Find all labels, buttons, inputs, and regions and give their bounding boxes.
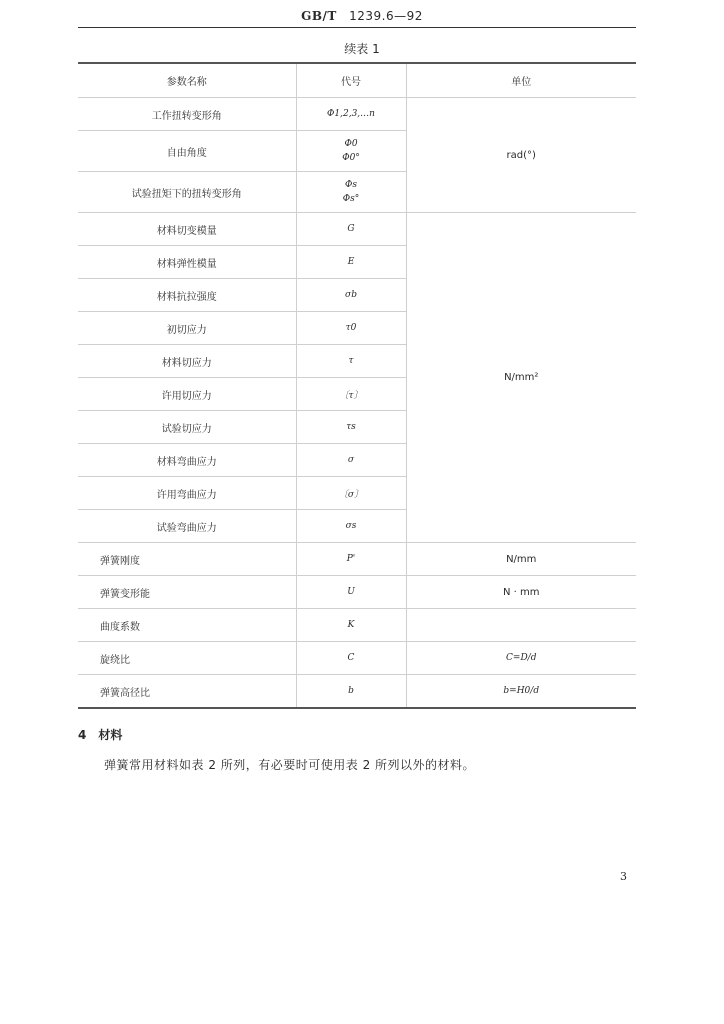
param-symbol: P' bbox=[296, 543, 406, 576]
param-unit: b=H0/d bbox=[406, 675, 636, 709]
param-symbol: τs bbox=[296, 411, 406, 444]
table-row bbox=[78, 576, 636, 609]
param-name: 自由角度 bbox=[78, 131, 296, 172]
section-number: 4 bbox=[78, 728, 87, 742]
param-name: 许用切应力 bbox=[78, 378, 296, 411]
param-name: 曲度系数 bbox=[78, 609, 296, 642]
param-unit-stress: N/mm² bbox=[406, 213, 636, 543]
section-heading bbox=[78, 726, 122, 743]
param-symbol: σb bbox=[296, 279, 406, 312]
table-row bbox=[78, 98, 636, 131]
body-paragraph: 弹簧常用材料如表 2 所列，有必要时可使用表 2 所列以外的材料。 bbox=[104, 758, 476, 772]
param-name: 材料弹性模量 bbox=[78, 246, 296, 279]
param-name: 材料切变模量 bbox=[78, 213, 296, 246]
section-title: 材料 bbox=[98, 728, 123, 742]
param-name: 材料抗拉强度 bbox=[78, 279, 296, 312]
param-symbol: σ bbox=[296, 444, 406, 477]
param-name: 试验切应力 bbox=[78, 411, 296, 444]
param-name: 初切应力 bbox=[78, 312, 296, 345]
param-symbol: K bbox=[296, 609, 406, 642]
param-name: 材料弯曲应力 bbox=[78, 444, 296, 477]
table-row bbox=[78, 642, 636, 675]
table-caption: 续表 1 bbox=[344, 42, 380, 56]
param-name: 旋绕比 bbox=[78, 642, 296, 675]
param-symbol-line: Φs° bbox=[342, 194, 360, 204]
standard-number: 1239.6—92 bbox=[349, 9, 423, 23]
header-rule bbox=[78, 27, 636, 28]
param-symbol-line: Φ0 bbox=[344, 139, 358, 149]
table-row bbox=[78, 675, 636, 709]
param-unit-angle: rad(°) bbox=[406, 98, 636, 213]
param-symbol: τ bbox=[296, 345, 406, 378]
param-symbol: b bbox=[296, 675, 406, 709]
param-unit: C=D/d bbox=[406, 642, 636, 675]
table-header-row bbox=[78, 63, 636, 98]
param-name: 试验扭矩下的扭转变形角 bbox=[78, 172, 296, 213]
param-unit bbox=[406, 609, 636, 642]
parameter-table bbox=[78, 62, 636, 709]
param-symbol-line: Φs bbox=[345, 180, 357, 190]
document-header bbox=[0, 9, 724, 23]
page-number: 3 bbox=[620, 870, 627, 883]
param-name: 许用弯曲应力 bbox=[78, 477, 296, 510]
column-header-unit: 单位 bbox=[406, 63, 636, 98]
column-header-name: 参数名称 bbox=[78, 63, 296, 98]
param-symbol: C bbox=[296, 642, 406, 675]
param-symbol: Φ1,2,3,…n bbox=[296, 98, 406, 131]
param-symbol: G bbox=[296, 213, 406, 246]
param-symbol bbox=[296, 172, 406, 213]
param-unit: N · mm bbox=[406, 576, 636, 609]
param-symbol: U bbox=[296, 576, 406, 609]
param-name: 弹簧高径比 bbox=[78, 675, 296, 709]
table-row bbox=[78, 213, 636, 246]
param-name: 材料切应力 bbox=[78, 345, 296, 378]
standard-code: GB/T bbox=[301, 9, 337, 23]
param-symbol-line: Φ0° bbox=[342, 153, 360, 163]
param-symbol: σs bbox=[296, 510, 406, 543]
param-name: 弹簧变形能 bbox=[78, 576, 296, 609]
param-symbol: τ0 bbox=[296, 312, 406, 345]
param-name: 工作扭转变形角 bbox=[78, 98, 296, 131]
param-symbol: 〔τ〕 bbox=[296, 378, 406, 411]
param-name: 弹簧刚度 bbox=[78, 543, 296, 576]
column-header-symbol: 代号 bbox=[296, 63, 406, 98]
table-row bbox=[78, 543, 636, 576]
param-symbol bbox=[296, 131, 406, 172]
table-row bbox=[78, 609, 636, 642]
param-unit: N/mm bbox=[406, 543, 636, 576]
param-symbol: 〔σ〕 bbox=[296, 477, 406, 510]
param-name: 试验弯曲应力 bbox=[78, 510, 296, 543]
param-symbol: E bbox=[296, 246, 406, 279]
